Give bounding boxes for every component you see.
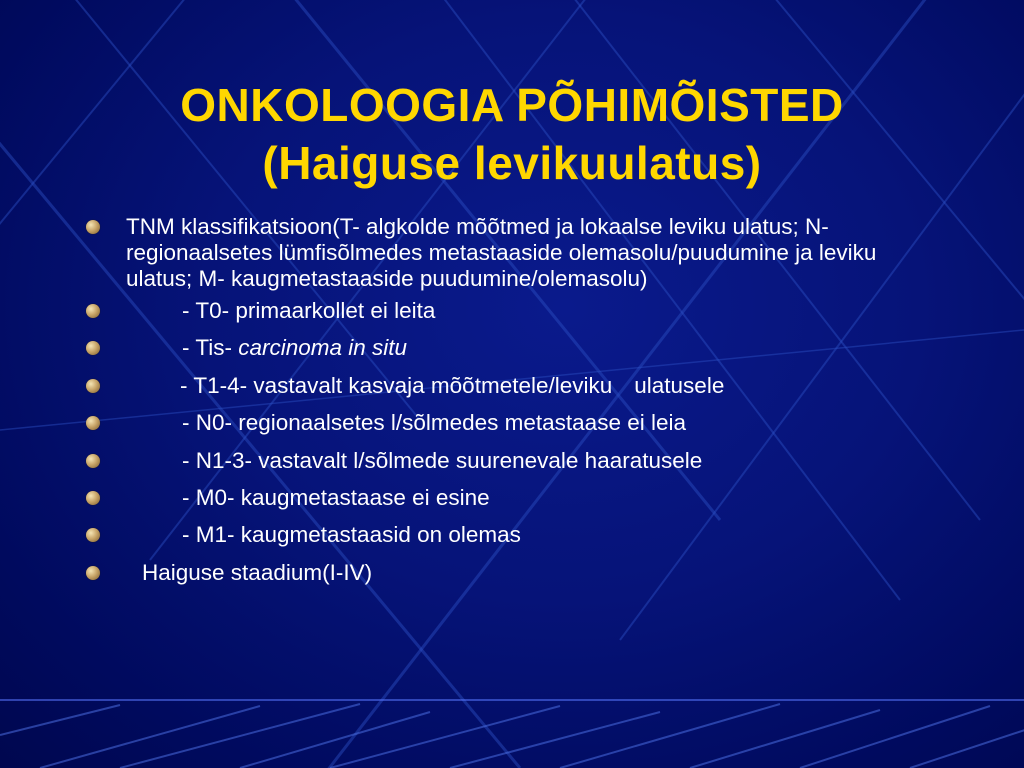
- bullet-item-n1-3: [86, 448, 946, 485]
- tis-prefix: - Tis-: [182, 335, 239, 361]
- bullet-text-n1-3: - N1-3- vastavalt l/sõlmede suurenevale haaratusele: [182, 447, 703, 473]
- slide-title: [0, 76, 1024, 192]
- bullet-text-tnm: TNM klassifikatsioon(T- algkolde mõõtmed ja lokaalse leviku ulatus; N- regionaalsetes lümfisõlmedes metastaaside olemasolu/puudumine ja leviku ulatus; M- kaugmetastaaside puudumine/olemasolu): [126, 214, 877, 291]
- tis-italic: carcinoma in situ: [238, 335, 408, 361]
- bullet-dot-icon: [86, 416, 100, 430]
- bullet-item-stage: [86, 560, 946, 597]
- bullet-item-t0: [86, 298, 946, 335]
- bullet-dot-icon: [86, 220, 100, 234]
- bullet-dot-icon: [86, 341, 100, 355]
- bullet-text-t0: - T0- primaarkollet ei leita: [182, 298, 436, 323]
- bullet-text-tis: [126, 335, 946, 361]
- title-line-2: (Haiguse levikuulatus): [262, 137, 762, 189]
- bullet-dot-icon: [86, 566, 100, 580]
- bullet-text-t1-4: [126, 373, 946, 399]
- bullet-item-tnm: [86, 214, 946, 292]
- bullet-text-m0: - M0- kaugmetastaase ei esine: [182, 484, 490, 510]
- bullet-list: [86, 214, 946, 597]
- t14-part-a: - T1-4- vastavalt kasvaja mõõtmetele/leviku: [180, 372, 613, 398]
- bullet-item-t1-4: [86, 373, 946, 410]
- bullet-text-m1: - M1- kaugmetastaasid on olemas: [182, 522, 521, 548]
- bullet-item-m0: [86, 485, 946, 522]
- bullet-text-stage: Haiguse staadium(I-IV): [142, 559, 373, 585]
- bullet-dot-icon: [86, 491, 100, 505]
- bullet-item-m1: [86, 522, 946, 559]
- title-line-1: ONKOLOOGIA PÕHIMÕISTED: [180, 79, 844, 131]
- t14-part-b: ulatusele: [634, 372, 725, 398]
- bullet-dot-icon: [86, 528, 100, 542]
- bullet-dot-icon: [86, 454, 100, 468]
- bullet-item-n0: [86, 410, 946, 447]
- bullet-dot-icon: [86, 379, 100, 393]
- bullet-item-tis: [86, 335, 946, 372]
- bullet-dot-icon: [86, 304, 100, 318]
- bullet-text-n0: - N0- regionaalsetes l/sõlmedes metastaase ei leia: [182, 410, 686, 436]
